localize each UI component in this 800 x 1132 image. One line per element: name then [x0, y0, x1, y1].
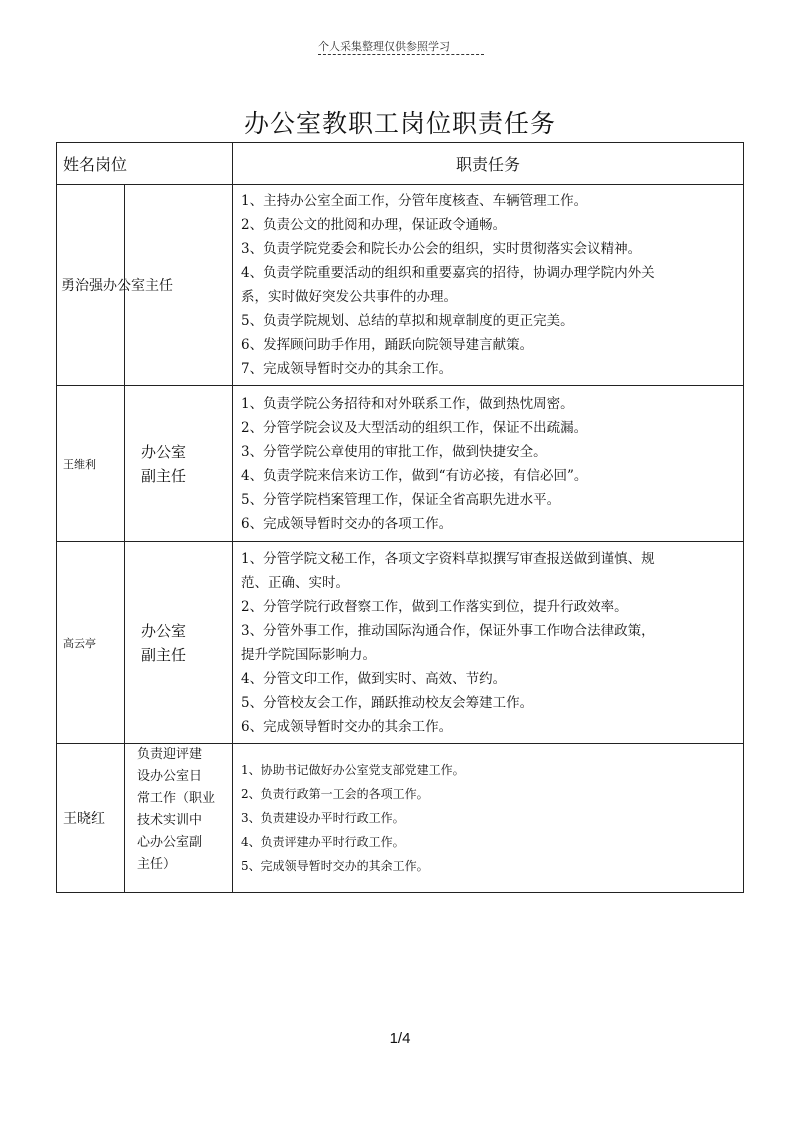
header-divider — [318, 54, 484, 55]
table-row — [57, 744, 744, 893]
duty-item: 3、负责建设办平时行政工作。 — [241, 811, 405, 825]
position-line: 办公室 — [141, 621, 187, 640]
document-title: 办公室教职工岗位职责任务 — [243, 109, 556, 138]
duty-item: 3、分管学院公章使用的审批工作，做到快捷安全。 — [241, 443, 547, 460]
position-line: 主任） — [137, 857, 177, 872]
duty-table — [56, 142, 744, 893]
duties-cell — [233, 744, 744, 893]
table-row — [57, 386, 744, 542]
duty-item: 1、分管学院文秘工作，各项文字资料草拟撰写审查报送做到谨慎、规 — [241, 550, 655, 567]
person-name: 王维利 — [57, 386, 125, 542]
table-header-row — [57, 143, 744, 185]
duty-item: 系，实时做好突发公共事件的办理。 — [241, 289, 458, 305]
duty-item: 6、完成领导暂时交办的其余工作。 — [241, 718, 453, 735]
duty-item: 4、负责学院来信来访工作，做到“有访必接，有信必回”。 — [241, 467, 588, 484]
person-position: 办公室主任 — [103, 278, 173, 294]
position-line: 常工作（职业 — [137, 791, 216, 806]
duty-item: 2、分管学院会议及大型活动的组织工作，保证不出疏漏。 — [241, 419, 588, 436]
header-name-position: 姓名岗位 — [57, 143, 233, 185]
duty-item: 1、负责学院公务招待和对外联系工作，做到热忱周密。 — [241, 395, 574, 412]
duty-item: 2、分管学院行政督察工作，做到工作落实到位，提升行政效率。 — [241, 598, 628, 615]
duty-item: 提升学院国际影响力。 — [241, 646, 377, 663]
duty-item: 5、负责学院规划、总结的草拟和规章制度的更正完美。 — [241, 313, 574, 329]
duty-item: 5、分管学院档案管理工作，保证全省高职先进水平。 — [241, 491, 561, 508]
duty-item: 4、负责评建办平时行政工作。 — [241, 835, 405, 849]
duty-item: 4、负责学院重要活动的组织和重要嘉宾的招待，协调办理学院内外关 — [241, 265, 655, 281]
duty-item: 5、完成领导暂时交办的其余工作。 — [241, 859, 429, 873]
duties-cell — [233, 386, 744, 542]
page-number: 1/4 — [389, 1030, 411, 1047]
duty-item: 7、完成领导暂时交办的其余工作。 — [241, 361, 453, 377]
duties-cell — [233, 185, 744, 386]
duty-item: 范、正确、实时。 — [241, 574, 350, 591]
position-line: 设办公室日 — [137, 769, 203, 784]
duty-item: 2、负责行政第一工会的各项工作。 — [241, 787, 429, 801]
person-name: 高云亭 — [57, 542, 125, 744]
person-cell — [57, 185, 173, 386]
duty-item: 1、主持办公室全面工作，分管年度核查、车辆管理工作。 — [241, 193, 588, 209]
position-line: 副主任 — [141, 466, 187, 485]
duty-item: 4、分管文印工作，做到实时、高效、节约。 — [241, 670, 507, 687]
duty-item: 2、负责公文的批阅和办理，保证政令通畅。 — [241, 217, 507, 233]
duty-item: 3、负责学院党委会和院长办公会的组织，实时贯彻落实会议精神。 — [241, 241, 642, 257]
person-name: 勇治强 — [61, 278, 103, 294]
header-duty: 职责任务 — [233, 143, 744, 185]
duty-item: 1、协助书记做好办公室党支部党建工作。 — [241, 763, 465, 777]
position-line: 办公室 — [141, 442, 187, 461]
person-name: 王晓红 — [57, 744, 125, 893]
position-line: 副主任 — [141, 645, 187, 664]
position-cell — [125, 386, 233, 542]
table-row — [57, 185, 744, 386]
position-cell — [125, 542, 233, 744]
position-line: 技术实训中 — [137, 813, 203, 828]
position-cell — [125, 744, 233, 893]
header-note: 个人采集整理仅供参照学习 — [318, 40, 450, 53]
position-line: 心办公室副 — [137, 835, 203, 850]
duties-cell — [233, 542, 744, 744]
table-row — [57, 542, 744, 744]
duty-item: 3、分管外事工作，推动国际沟通合作，保证外事工作吻合法律政策， — [241, 622, 655, 639]
duty-item: 6、完成领导暂时交办的各项工作。 — [241, 515, 453, 532]
position-line: 负责迎评建 — [137, 747, 203, 762]
duty-item: 5、分管校友会工作，踊跃推动校友会筹建工作。 — [241, 694, 534, 711]
duty-item: 6、发挥顾问助手作用，踊跃向院领导建言献策。 — [241, 337, 534, 353]
